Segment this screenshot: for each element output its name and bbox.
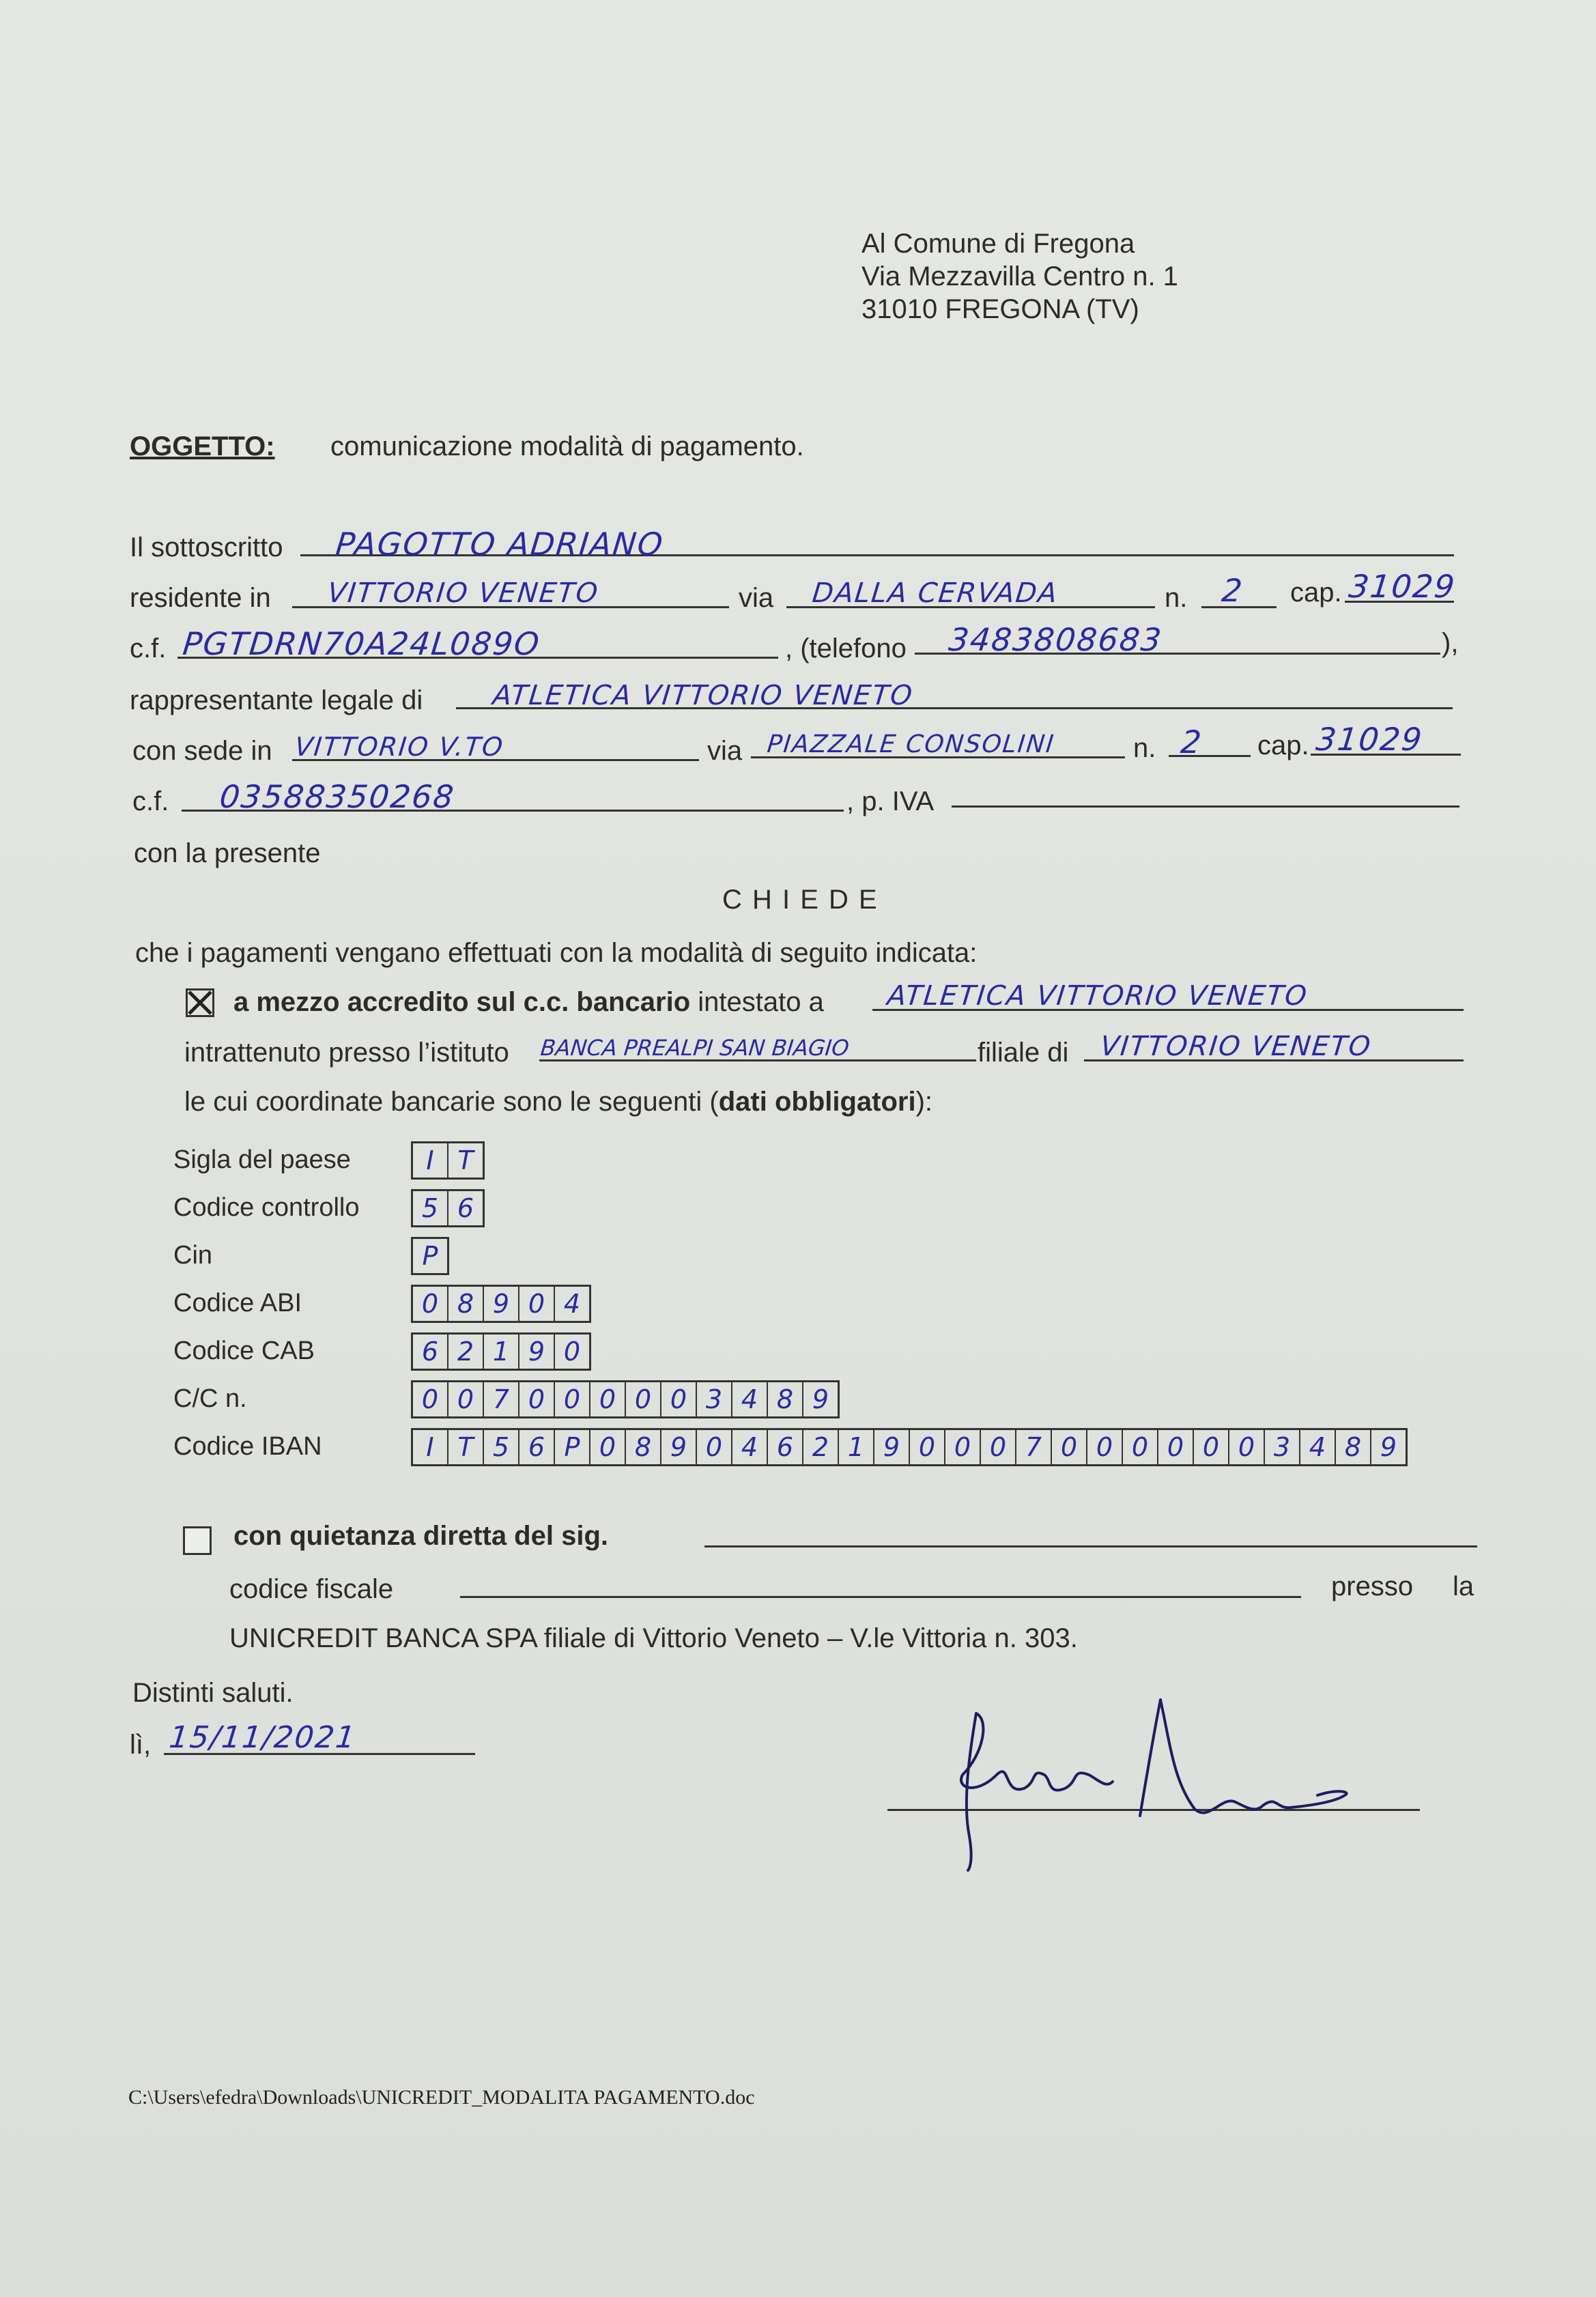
checkbox-accredito[interactable] (186, 988, 214, 1017)
field-ente: ATLETICA VITTORIO VENETO (491, 680, 915, 711)
bank-row-label: Codice controllo (173, 1193, 360, 1222)
bank-digit-box: 6 (457, 1193, 474, 1223)
label-presso: presso (1331, 1571, 1414, 1601)
bank-digit-box: 0 (413, 1382, 448, 1416)
bank-digit-box: I (413, 1143, 448, 1178)
check-x-icon (188, 990, 212, 1015)
bank-row-boxes (411, 1428, 1408, 1466)
bank-row-label: Codice CAB (173, 1337, 315, 1365)
bank-digit-box: T (448, 1430, 484, 1464)
field-telefono: 3483808683 (947, 621, 1165, 658)
addressee-line1: Al Comune di Fregona (861, 229, 1135, 259)
field-cf: PGTDRN70A24L089O (181, 625, 543, 662)
field-line-codice-fiscale (460, 1596, 1301, 1598)
bank-digit-box: 0 (413, 1287, 448, 1321)
bank-digit-box: 6 (413, 1335, 448, 1369)
label-rappresentante: rappresentante legale di (130, 685, 423, 715)
coordinate-a: le cui coordinate bancarie sono le seguenti ( (184, 1087, 719, 1117)
label-piva: , p. IVA (846, 786, 935, 816)
field-via: DALLA CERVADA (810, 577, 1060, 609)
label-residente: residente in (130, 583, 271, 613)
subject-label: OGGETTO: (130, 431, 275, 461)
addressee-line2: Via Mezzavilla Centro n. 1 (861, 261, 1178, 291)
bank-digit-box: P (555, 1430, 590, 1464)
field-cap: 31029 (1347, 568, 1458, 605)
bank-digit-box: 4 (1300, 1430, 1336, 1464)
bank-digit-box: 3 (697, 1382, 732, 1416)
label-close-paren: ), (1442, 628, 1459, 658)
bank-digit-box: 2 (448, 1335, 484, 1369)
coordinate-c: ): (915, 1087, 933, 1117)
coordinate-b: dati obbligatori (718, 1087, 916, 1117)
addressee-line3: 31010 FREGONA (TV) (861, 294, 1139, 324)
bank-row-boxes (411, 1380, 840, 1418)
bank-digit-box: 3 (1265, 1430, 1300, 1464)
bank-digit-box: 8 (768, 1382, 803, 1416)
field-line-quietanza (704, 1545, 1477, 1547)
field-sede-cap: 31029 (1314, 721, 1425, 758)
field-nome: PAGOTTO ADRIANO (334, 526, 666, 562)
bank-digit-box: 9 (812, 1384, 829, 1414)
text-modalita: che i pagamenti vengano effettuati con la modalità di seguito indicata: (135, 938, 978, 968)
label-n: n. (1165, 583, 1188, 613)
bank-digit-box: 0 (590, 1430, 626, 1464)
field-filiale: VITTORIO VENETO (1098, 1031, 1373, 1062)
bank-digit-box: 6 (519, 1430, 555, 1464)
field-sede-via: PIAZZALE CONSOLINI (765, 730, 1057, 758)
footer-path: C:\Users\efedra\Downloads\UNICREDIT_MODALITA PAGAMENTO.doc (128, 2086, 755, 2109)
bank-row-boxes (411, 1189, 485, 1227)
text-saluti: Distinti saluti. (132, 1678, 294, 1708)
label-presente: con la presente (134, 838, 321, 868)
bank-digit-box: 0 (910, 1430, 945, 1464)
bank-row-boxes (411, 1141, 485, 1180)
bank-digit-box: I (413, 1430, 448, 1464)
field-data: 15/11/2021 (167, 1720, 358, 1755)
field-sede: VITTORIO V.TO (293, 732, 506, 762)
field-line-piva (952, 805, 1459, 808)
subject-text: comunicazione modalità di pagamento. (330, 431, 804, 461)
bank-row-boxes (411, 1285, 591, 1323)
bank-digit-box: 9 (519, 1335, 555, 1369)
signature-image (935, 1693, 1358, 1877)
bank-digit-box: 0 (1194, 1430, 1229, 1464)
bank-digit-box: 5 (413, 1191, 448, 1225)
label-li: lì, (130, 1730, 152, 1760)
bank-row-boxes (411, 1237, 449, 1275)
accredito-bold: a mezzo accredito sul c.c. bancario (233, 987, 691, 1017)
bank-digit-box: 0 (661, 1382, 697, 1416)
checkbox-quietanza[interactable] (183, 1526, 212, 1555)
bank-digit-box: 0 (1158, 1430, 1194, 1464)
chiede-heading: C H I E D E (722, 885, 879, 915)
bank-digit-box: 9 (1380, 1432, 1397, 1462)
bank-digit-box: 8 (1336, 1430, 1371, 1464)
bank-digit-box: 2 (803, 1430, 839, 1464)
bank-row-label: Sigla del paese (173, 1145, 351, 1174)
field-numero: 2 (1220, 572, 1246, 609)
label-ente-cf: c.f. (132, 786, 169, 816)
bank-row-label: Cin (173, 1241, 213, 1270)
bank-digit-box: 1 (484, 1335, 519, 1369)
label-istituto: intrattenuto presso l’istituto (184, 1038, 509, 1068)
field-ente-cf: 03588350268 (218, 778, 457, 815)
field-intestato: ATLETICA VITTORIO VENETO (885, 980, 1310, 1012)
bank-row-label: C/C n. (173, 1384, 247, 1413)
bank-digit-box: 4 (563, 1289, 581, 1319)
bank-row-boxes (411, 1332, 591, 1371)
bank-digit-box: 0 (945, 1430, 981, 1464)
bank-row-label: Codice IBAN (173, 1432, 322, 1461)
bank-digit-box: 0 (563, 1337, 581, 1367)
label-sede: con sede in (132, 736, 272, 766)
label-sede-via: via (707, 736, 743, 766)
bank-digit-box: 0 (590, 1382, 626, 1416)
bank-digit-box: 7 (1016, 1430, 1052, 1464)
field-sede-numero: 2 (1179, 724, 1205, 760)
label-quietanza: con quietanza diretta del sig. (233, 1521, 608, 1551)
bank-row-label: Codice ABI (173, 1289, 302, 1317)
label-sottoscritto: Il sottoscritto (130, 532, 283, 562)
bank-digit-box: T (457, 1145, 474, 1175)
bank-digit-box: 0 (1229, 1430, 1265, 1464)
bank-digit-box: 4 (732, 1382, 768, 1416)
bank-digit-box: 9 (874, 1430, 910, 1464)
bank-digit-box: 0 (448, 1382, 484, 1416)
bank-digit-box: 0 (1123, 1430, 1158, 1464)
accredito-rest: intestato a (698, 987, 824, 1017)
bank-digit-box: 1 (839, 1430, 874, 1464)
bank-digit-box: 7 (484, 1382, 519, 1416)
text-unicredit: UNICREDIT BANCA SPA filiale di Vittorio Veneto – V.le Vittoria n. 303. (229, 1623, 1078, 1653)
field-residente: VITTORIO VENETO (326, 577, 601, 609)
bank-digit-box: 9 (661, 1430, 697, 1464)
label-via: via (739, 583, 774, 613)
bank-digit-box: 5 (484, 1430, 519, 1464)
bank-digit-box: 6 (768, 1430, 803, 1464)
bank-digit-box: 0 (519, 1287, 555, 1321)
bank-digit-box: 8 (626, 1430, 661, 1464)
field-istituto: BANCA PREALPI SAN BIAGIO (539, 1035, 851, 1061)
bank-digit-box: 4 (732, 1430, 768, 1464)
bank-digit-box: 0 (697, 1430, 732, 1464)
bank-digit-box: P (422, 1241, 438, 1271)
bank-digit-box: 8 (448, 1287, 484, 1321)
label-cap: cap. (1290, 577, 1342, 608)
label-la: la (1453, 1571, 1474, 1601)
bank-digit-box: 9 (484, 1287, 519, 1321)
bank-digit-box: 0 (1087, 1430, 1123, 1464)
label-telefono: , (telefono (785, 633, 907, 664)
bank-digit-box: 0 (981, 1430, 1016, 1464)
bank-digit-box: 0 (626, 1382, 661, 1416)
bank-digit-box: 0 (1052, 1430, 1087, 1464)
bank-digit-box: 0 (519, 1382, 555, 1416)
bank-digit-box: 0 (555, 1382, 590, 1416)
label-sede-n: n. (1133, 733, 1156, 763)
label-cf: c.f. (130, 633, 167, 664)
label-filiale: filiale di (978, 1038, 1069, 1068)
label-codice-fiscale: codice fiscale (229, 1574, 394, 1604)
label-sede-cap: cap. (1257, 730, 1309, 760)
